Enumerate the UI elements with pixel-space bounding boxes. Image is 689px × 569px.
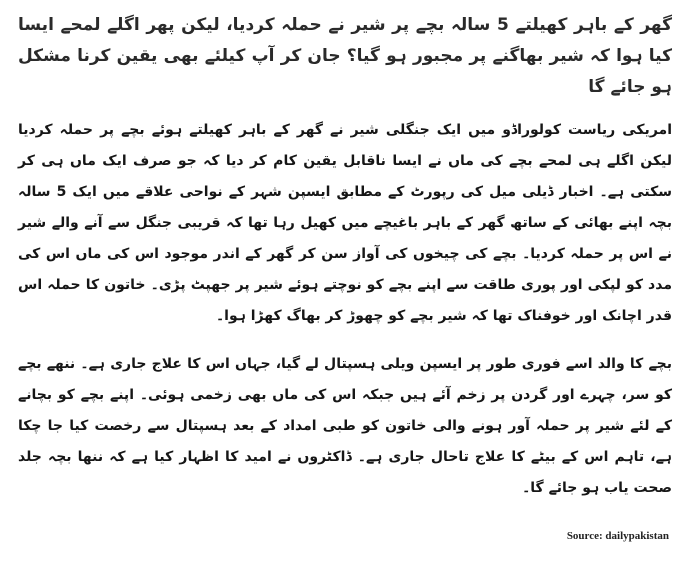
article-paragraph-1: امریکی ریاست کولوراڈو میں ایک جنگلی شیر نے گھر کے باہر کھیلتے ہوئے بچے پر حملہ کردیا لیکن اگلے ہی لمحے بچے کی ماں نے ایسا ناقابل یقین کام کر دیا کہ جو صرف ایک ماں ہی کر سکتی ہے۔ اخبار ڈیلی میل کی رپورٹ کے مطابق ایسپن شہر کے نواحی علاقے میں ایک 5 سالہ بچہ اپنے بھائی کے ساتھ گھر کے باہر باغیچے میں کھیل رہا تھا کہ قریبی جنگل سے آنے والے شیر نے اس پر حملہ کردیا۔ بچے کی چیخوں کی آواز سن کر گھر کے اندر موجود اس کی ماں اس کی مدد کو لپکی اور پوری طاقت سے اپنے بچے کو نوچتے ہوئے شیر پر جھپٹ پڑی۔ خاتون کا حملہ اس قدر اچانک اور خوفناک تھا کہ شیر بچے کو چھوڑ کر بھاگ کھڑا ہوا۔ <box>18 122 672 324</box>
source-credit: Source: dailypakistan <box>566 530 669 542</box>
article-headline: گھر کے باہر کھیلتے 5 سالہ بچے پر شیر نے حملہ کردیا، لیکن پھر اگلے لمحے ایسا کیا ہوا کہ شیر بھاگنے پر مجبور ہو گیا؟ جان کر آپ کیلئے بھی یقین کرنا مشکل ہو جائے گا <box>18 15 672 97</box>
article-paragraph-2: بچے کا والد اسے فوری طور پر ایسپن ویلی ہسپتال لے گیا، جہاں اس کا علاج جاری ہے۔ ننھے بچے کو سر، چہرے اور گردن پر زخم آئے ہیں جبکہ اس کی ماں بھی زخمی ہوئی۔ اپنے بچے کو بچانے کے لئے شیر پر حملہ آور ہونے والی خاتون کو طبی امداد کے بعد ہسپتال سے رخصت کیا جا چکا ہے، تاہم اس کے بیٹے کا علاج تاحال جاری ہے۔ ڈاکٹروں نے امید کا اظہار کیا ہے کہ ننھا بچہ جلد صحت یاب ہو جائے گا۔ <box>18 356 672 496</box>
article <box>18 10 672 521</box>
